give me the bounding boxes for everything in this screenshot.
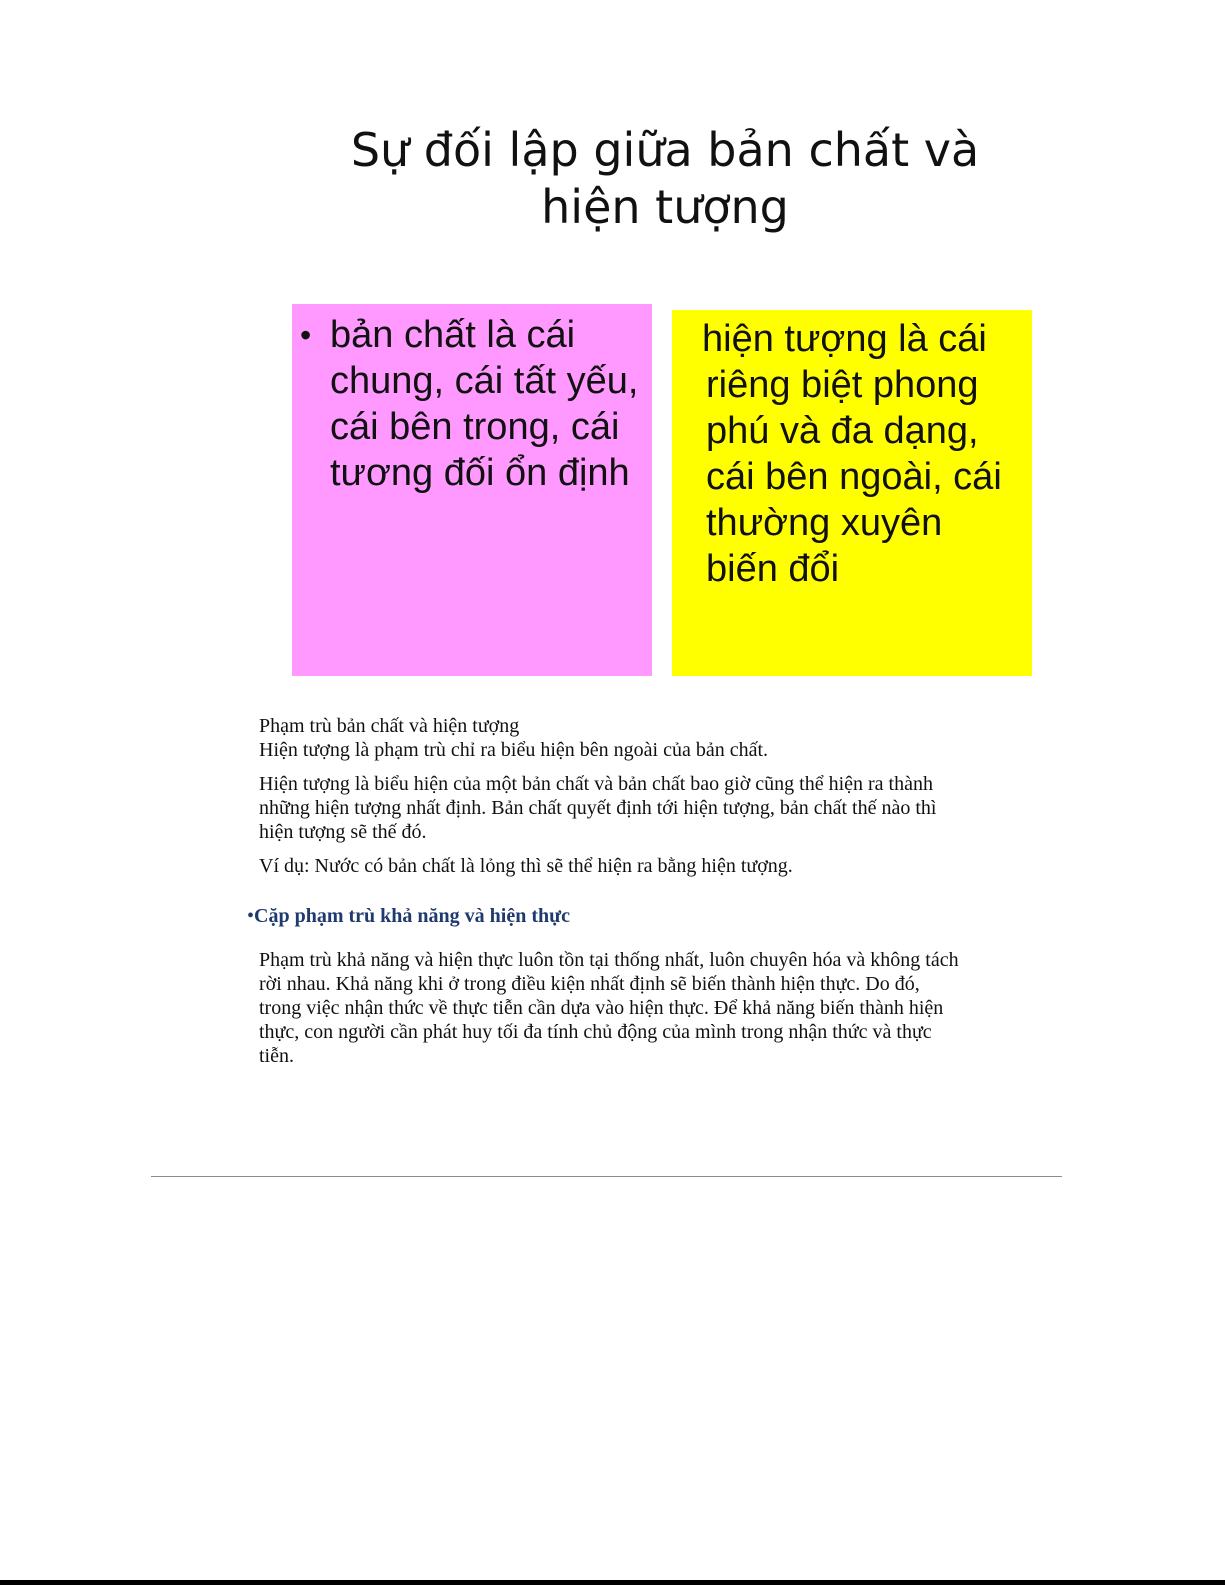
paragraph-example: Ví dụ: Nước có bản chất là lỏng thì sẽ thể hiện ra bằng hiện tượng. [259,855,793,877]
page-bottom-edge [0,1580,1225,1585]
slide-title-line-2: hiện tượng [541,180,789,234]
paragraph-possibility: Phạm trù khả năng và hiện thực luôn tồn tại thống nhất, luôn chuyên hóa và không tách rời nhau. Khả năng khi ở trong điều kiện nhất định sẽ biến thành hiện thực. Do đó, trong việc nhận thức về thực tiễn cần dựa vào hiện thực. Để khả năng biến thành hiện thực, con người cần phát huy tối đa tính chủ động của mình trong nhận thức và thực tiễn. [259,949,959,1067]
essence-box [292,304,652,676]
horizontal-divider [151,1176,1062,1177]
essence-text: bản chất là cái chung, cái tất yếu, cái bên trong, cái tương đối ổn định [330,314,639,494]
paragraph-intro-line-1: Phạm trù bản chất và hiện tượng [259,715,520,737]
slide-title-line-1: Sự đối lập giữa bản chất và [350,123,980,177]
section-heading-text: Cặp phạm trù khả năng và hiện thực [254,905,570,927]
bullet-icon: • [300,317,312,353]
section-heading [247,904,570,928]
paragraph-intro-line-2: Hiện tượng là phạm trù chỉ ra biểu hiện bên ngoài của bản chất. [259,739,769,761]
paragraph-intro [259,714,959,762]
document-body [259,714,959,888]
phenomenon-text: hiện tượng là cái riêng biệt phong phú và đa dạng, cái bên ngoài, cái thường xuyên biến đổi [702,318,1002,590]
slide-title [290,122,1040,236]
heading-bullet-icon: • [247,905,255,927]
phenomenon-box [672,310,1032,676]
paragraph-relation: Hiện tượng là biểu hiện của một bản chất và bản chất bao giờ cũng thể hiện ra thành những hiện tượng nhất định. Bản chất quyết định tới hiện tượng, bản chất thế nào thì hiện tượng sẽ thế đó. [259,773,937,843]
